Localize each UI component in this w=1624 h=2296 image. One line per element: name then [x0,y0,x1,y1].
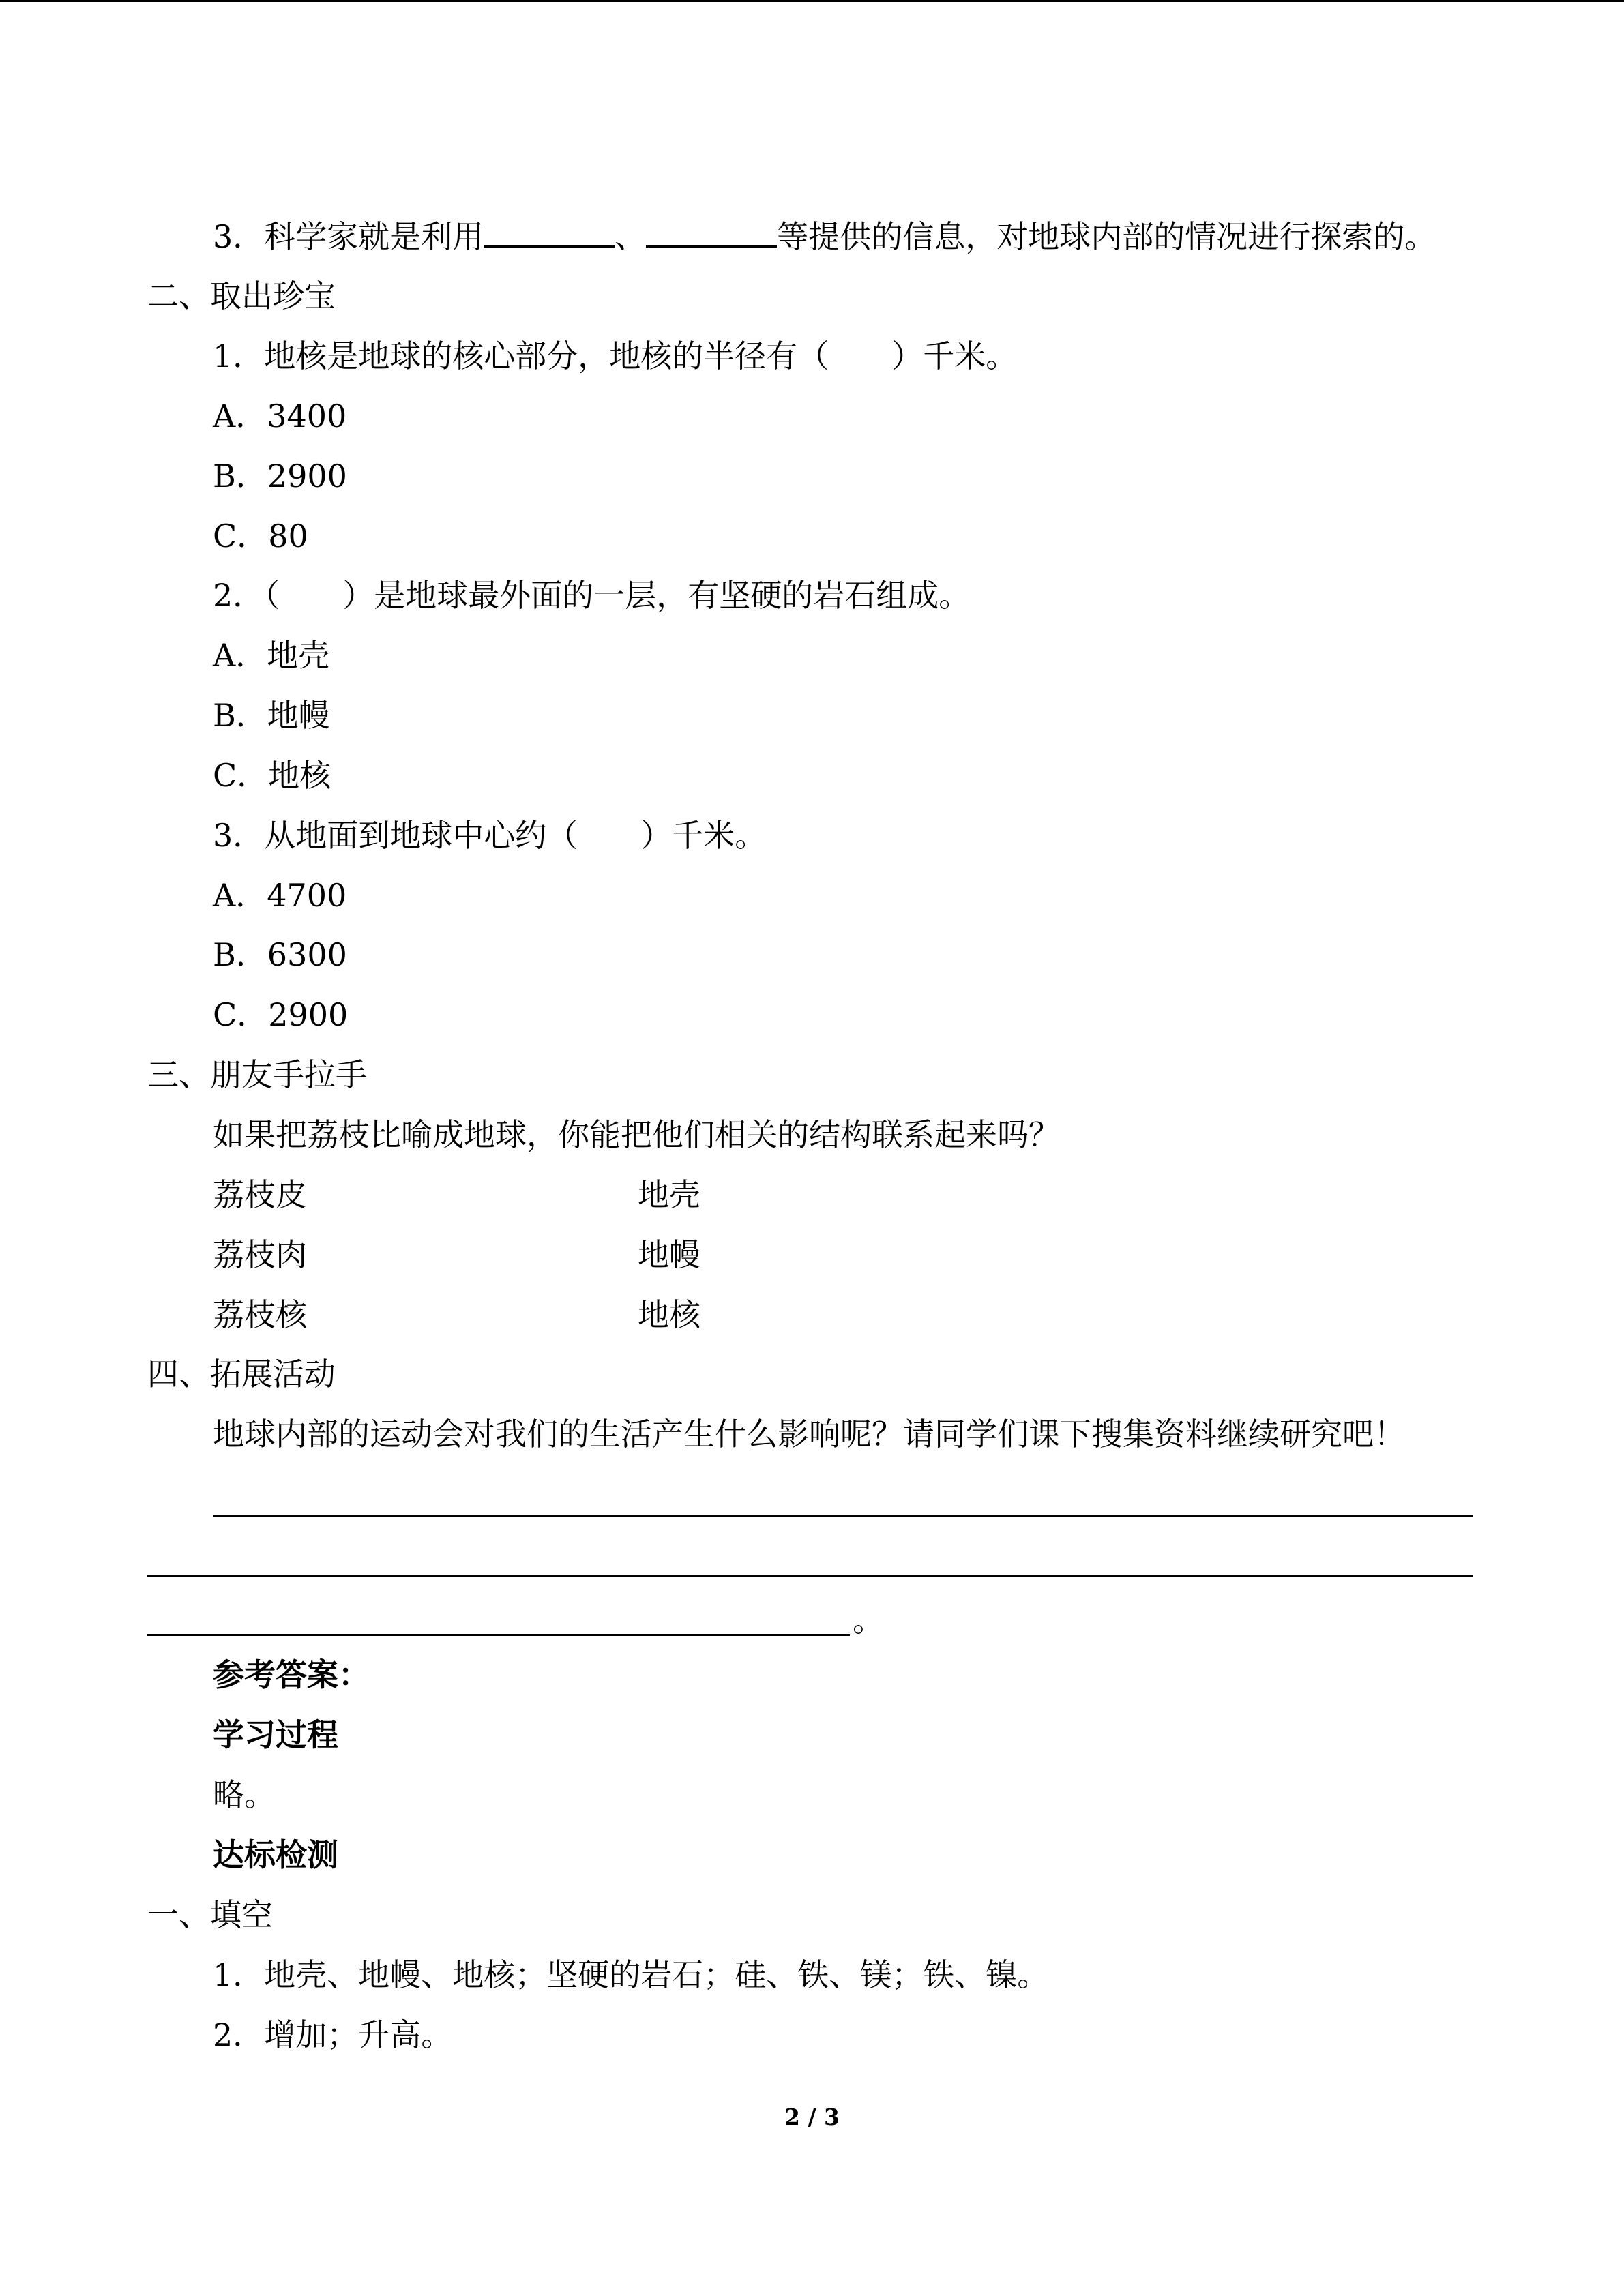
answer-line-2[interactable] [147,1575,1473,1577]
fill-question-3-part-a: 3．科学家就是利用 [213,218,484,255]
fill-answer-1: 1．地壳、地幔、地核；坚硬的岩石；硅、铁、镁；铁、镍。 [213,1956,1049,1993]
matching-right-item[interactable]: 地壳 [638,1176,700,1213]
fill-question-3-part-b: 、 [615,218,647,255]
matching-left-item[interactable]: 荔枝肉 [213,1236,307,1273]
answer-end-mark: 。 [853,1602,884,1639]
fill-question-3-part-c: 等提供的信息，对地球内部的情况进行探索的。 [777,218,1436,255]
answer-line-1[interactable] [213,1515,1473,1517]
section-4-title: 四、拓展活动 [147,1356,336,1392]
answer-line-3[interactable] [147,1634,850,1636]
matching-left-item[interactable]: 荔枝皮 [213,1176,307,1213]
section-2-title: 二、取出珍宝 [147,278,336,314]
learning-process-text: 略。 [213,1776,276,1813]
q2-option-c[interactable]: C．地核 [213,757,331,794]
q3-option-c[interactable]: C．2900 [213,996,349,1033]
matching-right-item[interactable]: 地幔 [638,1236,700,1273]
learning-process-title: 学习过程 [213,1716,338,1753]
q2-option-a[interactable]: A．地壳 [213,637,330,674]
q1-option-c[interactable]: C．80 [213,518,308,554]
answer-blank-2[interactable] [646,215,777,248]
activity-prompt: 地球内部的运动会对我们的生活产生什么影响呢？请同学们课下搜集资料继续研究吧！ [213,1416,1405,1452]
q2-option-b[interactable]: B．地幔 [213,697,330,734]
q3-option-b[interactable]: B．6300 [213,936,347,973]
matching-right-item[interactable]: 地核 [638,1296,700,1333]
section-3-title: 三、朋友手拉手 [147,1056,367,1093]
q1-option-a[interactable]: A．3400 [213,398,347,434]
top-border [0,0,1624,2]
answer-blank-1[interactable] [484,215,615,248]
page-number: 2 / 3 [784,2104,840,2130]
choice-question-3: 3．从地面到地球中心约（ ）千米。 [213,817,767,854]
choice-question-2: 2．（ ）是地球最外面的一层，有坚硬的岩石组成。 [213,577,971,614]
answers-title: 参考答案： [213,1656,370,1693]
matching-prompt: 如果把荔枝比喻成地球，你能把他们相关的结构联系起来吗？ [213,1116,1060,1153]
q3-option-a[interactable]: A．4700 [213,877,347,914]
q1-option-b[interactable]: B．2900 [213,458,347,494]
check-title: 达标检测 [213,1836,338,1873]
fill-answer-title: 一、填空 [147,1896,273,1933]
fill-answer-2: 2．增加；升高。 [213,2016,453,2053]
choice-question-1: 1．地核是地球的核心部分，地核的半径有（ ）千米。 [213,338,1018,374]
matching-left-item[interactable]: 荔枝核 [213,1296,307,1333]
fill-question-3 [213,215,1436,256]
